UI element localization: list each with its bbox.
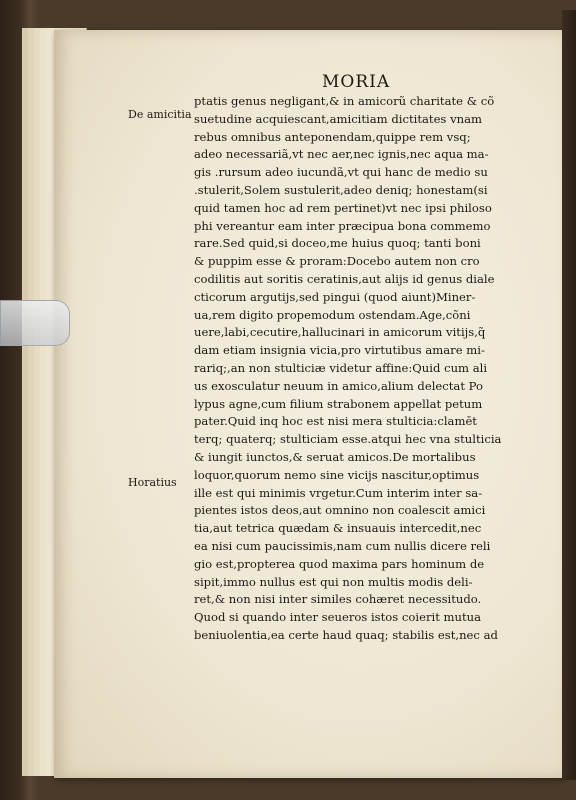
marginal-note: Horatius <box>128 476 177 489</box>
text-line: ea nisi cum paucissimis,nam cum nullis dicere reli <box>194 538 491 553</box>
text-line: .stulerit,Solem sustulerit,adeo deniq; honestam(si <box>194 182 488 197</box>
text-line: dam etiam insignia vicia,pro virtutibus amare mi- <box>194 343 485 358</box>
text-line: ptatis genus negligant,& in amicorũ charitate & cõ <box>194 94 495 108</box>
text-line: gio est,propterea quod maxima pars hominum de <box>194 556 485 571</box>
text-line: gis .rursum adeo iucundã,vt qui hanc de medio su <box>194 165 488 180</box>
text-line: loquor,quorum nemo sine vicijs nascitur,optimus <box>194 467 480 482</box>
running-header: MORIA <box>322 72 391 92</box>
text-line: suetudine acquiescant,amicitiam dictitates vnam <box>194 111 482 126</box>
text-line: rare.Sed quid,si doceo,me huius quoq; tanti boni <box>194 236 481 251</box>
text-line: pientes istos deos,aut omnino non coalescit amici <box>194 503 486 518</box>
text-line: ret,& non nisi inter similes cohæret necessitudo. <box>194 592 482 607</box>
text-line: ua,rem digito propemodum ostendam.Age,cõni <box>194 307 471 322</box>
text-line: beniuolentia,ea certe haud quaq; stabilis est,nec ad <box>194 627 498 642</box>
text-line: ille est qui minimis vrgetur.Cum interim inter sa- <box>194 485 483 500</box>
text-line: lypus agne,cum filium strabonem appellat petum <box>194 396 483 411</box>
text-line: sipit,immo nullus est qui non multis modis deli- <box>194 574 473 589</box>
text-line: adeo necessariã,vt nec aer,nec ignis,nec aqua ma- <box>194 147 489 162</box>
text-line: quid tamen hoc ad rem pertinet)vt nec ipsi philoso <box>194 200 492 215</box>
text-line: rariq;,an non stulticiæ videtur affine:Quid cum ali <box>194 360 488 375</box>
text-line: tia,aut tetrica quædam & insuauis intercedit,nec <box>194 521 482 536</box>
text-line: us exosculatur neuum in amico,alium delectat Po <box>194 378 483 393</box>
text-line: phi vereantur eam inter præcipua bona commemo <box>194 218 491 233</box>
marginal-note: De amicitia <box>128 108 192 121</box>
text-line: Quod si quando inter seueros istos coierit mutua <box>194 610 482 625</box>
page-clip <box>0 300 70 346</box>
text-line: codilitis aut soritis ceratinis,aut alijs id genus diale <box>194 271 495 286</box>
text-line: uere,labi,cecutire,hallucinari in amicorum vitijs,q̃ <box>194 325 486 340</box>
binding-edge <box>562 10 576 780</box>
body-text <box>194 93 546 645</box>
text-line: rebus omnibus anteponendam,quippe rem vsq; <box>194 129 471 144</box>
text-line: pater.Quid inq hoc est nisi mera stulticia:clamēt <box>194 414 477 429</box>
text-line: & puppim esse & proram:Docebo autem non cro <box>194 254 480 269</box>
text-line: & iungit iunctos,& seruat amicos.De mortalibus <box>194 449 476 464</box>
text-line: cticorum argutijs,sed pingui (quod aiunt)Miner- <box>194 289 476 304</box>
text-line: terq; quaterq; stulticiam esse.atqui hec vna stulticia <box>194 432 502 447</box>
